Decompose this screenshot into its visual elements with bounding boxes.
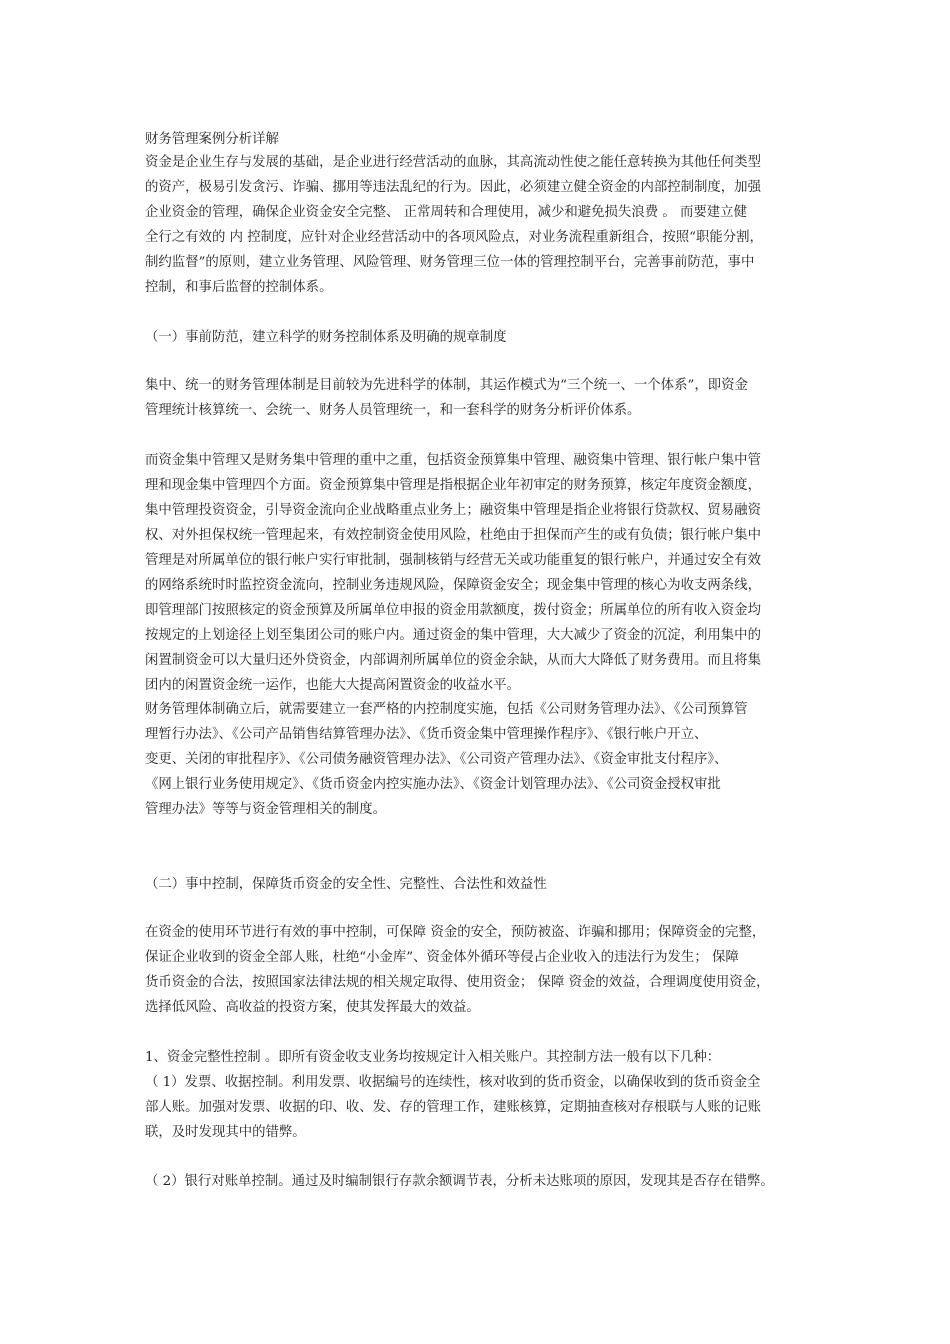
- paragraph-line: 即管理部门按照核定的资金预算及所属单位申报的资金用款额度，拨付资金；所属单位的所有收入资金均: [145, 603, 761, 618]
- paragraph-line: 的资产，极易引发贪污、诈骗、挪用等违法乱纪的行为。因此，必须建立健全资金的内部控制制度，加强: [145, 180, 761, 195]
- paragraph-line: 团内的闲置资金统一运作，也能大大提高闲置资金的收益水平。: [145, 678, 520, 693]
- paragraph-line: 的网络系统时时监控资金流向，控制业务违规风险，保障资金安全；现金集中管理的核心为收支两条线，: [145, 578, 761, 593]
- intro-paragraph: [145, 150, 845, 300]
- paragraph-line: 1、资金完整性控制 。即所有资金收支业务均按规定计入相关账户。其控制方法一般有以下几种：: [145, 1050, 721, 1065]
- paragraph-line: 资金是企业生存与发展的基础，是企业进行经营活动的血脉，其高流动性使之能任意转换为其他任何类型: [145, 155, 761, 170]
- paragraph-line: 财务管理体制确立后，就需要建立一套严格的内控制度实施，包括《公司财务管理办法》、《公司预算管: [145, 702, 748, 717]
- paragraph-line: 联，及时发现其中的错弊。: [145, 1125, 306, 1140]
- paragraph-line: 而资金集中管理又是财务集中管理的重中之重，包括资金预算集中管理、融资集中管理、银行帐户集中管: [145, 453, 761, 468]
- section1-paragraph-1: [145, 373, 845, 423]
- paragraph-line: 集中、统一的财务管理体制是目前较为先进科学的体制，其运作模式为“三个统一、一个体系”，即资金: [145, 378, 748, 393]
- paragraph-line: 理和现金集中管理四个方面。资金预算集中管理是指根据企业年初审定的财务预算，核定年度资金额度，: [145, 478, 761, 493]
- paragraph-line: 全行之有效的 内 控制度，应针对企业经营活动中的各项风险点，对业务流程重新组合，按照“职能分割，: [145, 230, 763, 245]
- section1-paragraph-3: [145, 697, 845, 822]
- paragraph-line: 管理统计核算统一、会统一、财务人员管理统一，和一套科学的财务分析评价体系。: [145, 403, 641, 418]
- paragraph-line: 《网上银行业务使用规定》、《货币资金内控实施办法》、《资金计划管理办法》、《公司资金授权审批: [145, 777, 721, 792]
- section-heading: （二）事中控制，保障货币资金的安全性、完整性、合法性和效益性: [145, 877, 547, 892]
- paragraph-line: 变更、关闭的审批程序》、《公司债务融资管理办法》、《公司资产管理办法》、《资金审批支付程序》、: [145, 752, 728, 767]
- item-2-paragraph: [145, 1169, 845, 1194]
- section-heading: （一）事前防范，建立科学的财务控制体系及明确的规章制度: [145, 330, 507, 345]
- paragraph-line: 管理是对所属单位的银行帐户实行审批制，强制核销与经营无关或功能重复的银行帐户，并通过安全有效: [145, 553, 761, 568]
- section1-paragraph-2: [145, 448, 845, 698]
- paragraph-line: （ 1）发票、收据控制。利用发票、收据编号的连续性，核对收到的货币资金，以确保收到的货币资金全: [145, 1075, 761, 1090]
- paragraph-line: 权、对外担保权统一管理起来，有效控制资金使用风险，杜绝由于担保而产生的或有负债；银行帐户集中: [145, 528, 761, 543]
- paragraph-line: 按规定的上划途径上划至集团公司的账户内。通过资金的集中管理，大大减少了资金的沉淀，利用集中的: [145, 628, 761, 643]
- paragraph-line: 部人账。加强对发票、收据的印、收、发、存的管理工作，建账核算，定期抽查核对存根联与人账的记账: [145, 1100, 761, 1115]
- paragraph-line: 理暂行办法》、《公司产品销售结算管理办法》、《货币资金集中管理操作程序》、《银行帐户开立、: [145, 727, 708, 742]
- paragraph-line: 保证企业收到的资金全部人账，杜绝“小金库”、资金体外循环等侵占企业收入的违法行为发生； 保障: [145, 950, 739, 965]
- paragraph-line: 闲置制资金可以大量归还外贷资金，内部调剂所属单位的资金余缺，从而大大降低了财务费用。而且将集: [145, 653, 761, 668]
- paragraph-line: 选择低风险、高收益的投资方案，使其发挥最大的效益。: [145, 1000, 480, 1015]
- paragraph-line: 货币资金的合法，按照国家法律法规的相关规定取得、使用资金； 保障 资金的效益，合理调度使用资金，: [145, 975, 770, 990]
- paragraph-line: 集中管理投资资金，引导资金流向企业战略重点业务上；融资集中管理是指企业将银行贷款权、贸易融资: [145, 503, 761, 518]
- paragraph-line: 控制，和事后监督的控制体系。: [145, 280, 333, 295]
- paragraph-line: 管理办法》等等与资金管理相关的制度。: [145, 802, 387, 817]
- section2-paragraph-1: [145, 920, 845, 1020]
- paragraph-line: 制约监督”的原则，建立业务管理、风险管理、财务管理三位一体的管理控制平台，完善事前防范，事中: [145, 255, 755, 270]
- item-1-paragraph: [145, 1045, 845, 1145]
- paragraph-line: 企业资金的管理，确保企业资金安全完整、 正常周转和合理使用，减少和避免损失浪费 。 而要建立健: [145, 205, 747, 220]
- paragraph-line: 在资金的使用环节进行有效的事中控制，可保障 资金的安全，预防被盗、诈骗和挪用；保障资金的完整，: [145, 925, 766, 940]
- document-title: 财务管理案例分析详解: [145, 132, 279, 147]
- paragraph-line: （ 2）银行对账单控制。通过及时编制银行存款余额调节表，分析未达账项的原因，发现其是否存在错弊。: [145, 1174, 774, 1189]
